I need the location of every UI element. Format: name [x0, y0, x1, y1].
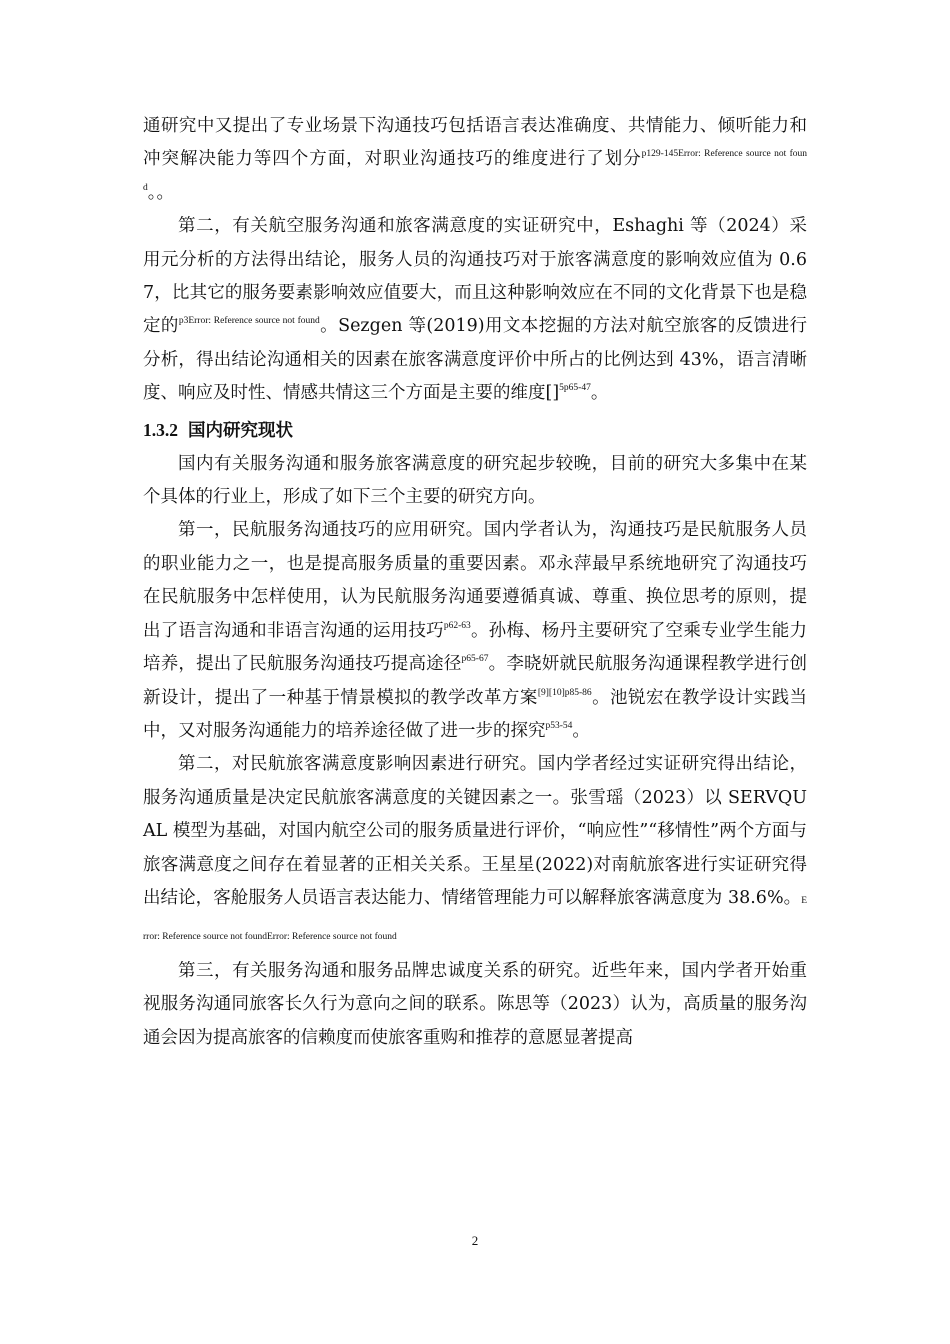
- citation-superscript: p129-145Error: Reference source not found: [143, 149, 807, 193]
- citation-error-text: Error: Reference source not foundError: Reference source not found: [143, 895, 807, 943]
- paragraph-domestic-first: 第一，民航服务沟通技巧的应用研究。国内学者认为，沟通技巧是民航服务人员的职业能力之一，也是提高服务质量的重要因素。邓永萍最早系统地研究了沟通技巧在民航服务中怎样使用，认为民航服务沟通要遵循真诚、尊重、换位思考的原则，提出了语言沟通和非语言沟通的运用技巧$^{p62-63}$。孙梅、杨丹主要研究了空乘专业学生能力培养，提出了民航服务沟通技巧提高途径$^{p65-67}$。李晓妍就民航服务沟通课程教学进行创新设计，提出了一种基于情景模拟的教学改革方案$^{[9][10]p85-86}$。池锐宏在教学设计实践当中，又对服务沟通能力的培养途径做了进一步的探究$^{p53-54}$。: [143, 520, 808, 741]
- paragraph-domestic-second: 第二，对民航旅客满意度影响因素进行研究。国内学者经过实证研究得出结论，服务沟通质量是决定民航旅客满意度的关键因素之一。张雪瑶（2023）以 SERVQUAL 模型为基础，对国内航空公司的服务质量进行评价，“响应性”“移情性”两个方面与旅客满意度之间存在着显著的正相关关系。王星星(2022)对南航旅客进行实证研究得出结论，客舱服务人员语言表达能力、情绪管理能力可以解释旅客满意度为 38.6%。Error: Reference source not foundError: Reference source not found: [143, 754, 807, 943]
- section-heading: [143, 415, 807, 446]
- document-body: [143, 110, 807, 1055]
- citation-superscript: p53-54: [545, 720, 573, 731]
- section-title: 国内研究现状: [188, 420, 293, 441]
- citation-superscript: p62-63: [443, 620, 471, 631]
- paragraph-continuation: 通研究中又提出了专业场景下沟通技巧包括语言表达准确度、共情能力、倾听能力和冲突解决能力等四个方面，对职业沟通技巧的维度进行了划分$^{p129-145Error: Reference source not found}$。。: [143, 116, 807, 203]
- citation-superscript: p65-67: [461, 654, 489, 665]
- citation-superscript: p3Error: Reference source not found: [178, 316, 320, 327]
- paragraph-domestic-intro: 国内有关服务沟通和服务旅客满意度的研究起步较晚，目前的研究大多集中在某个具体的行业上，形成了如下三个主要的研究方向。: [143, 453, 807, 508]
- citation-superscript: [9][10]p85-86: [537, 687, 592, 698]
- page-number: 2: [471, 1233, 479, 1248]
- paragraph-aviation-empirical: 第二，有关航空服务沟通和旅客满意度的实证研究中，Eshaghi 等（2024）采用元分析的方法得出结论，服务人员的沟通技巧对于旅客满意度的影响效应值为 0.67，比其它的服务要素影响效应值要大，而且这种影响效应在不同的文化背景下也是稳定的$^{p3Error: Reference source not found}$。Sezgen 等(2019)用文本挖掘的方法对航空旅客的反馈进行分析，得出结论沟通相关的因素在旅客满意度评价中所占的比例达到 43%，语言清晰度、响应及时性、情感共情这三个方面是主要的维度[]$^{5p65-47}$。: [143, 216, 807, 404]
- citation-superscript: 5p65-47: [559, 383, 591, 394]
- paragraph-domestic-third: 第三，有关服务沟通和服务品牌忠诚度关系的研究。近些年来，国内学者开始重视服务沟通同旅客长久行为意向之间的联系。陈思等（2023）认为，高质量的服务沟通会因为提高旅客的信赖度而使旅客重购和推荐的意愿显著提高: [143, 960, 807, 1048]
- section-number: 1.3.2: [143, 419, 178, 440]
